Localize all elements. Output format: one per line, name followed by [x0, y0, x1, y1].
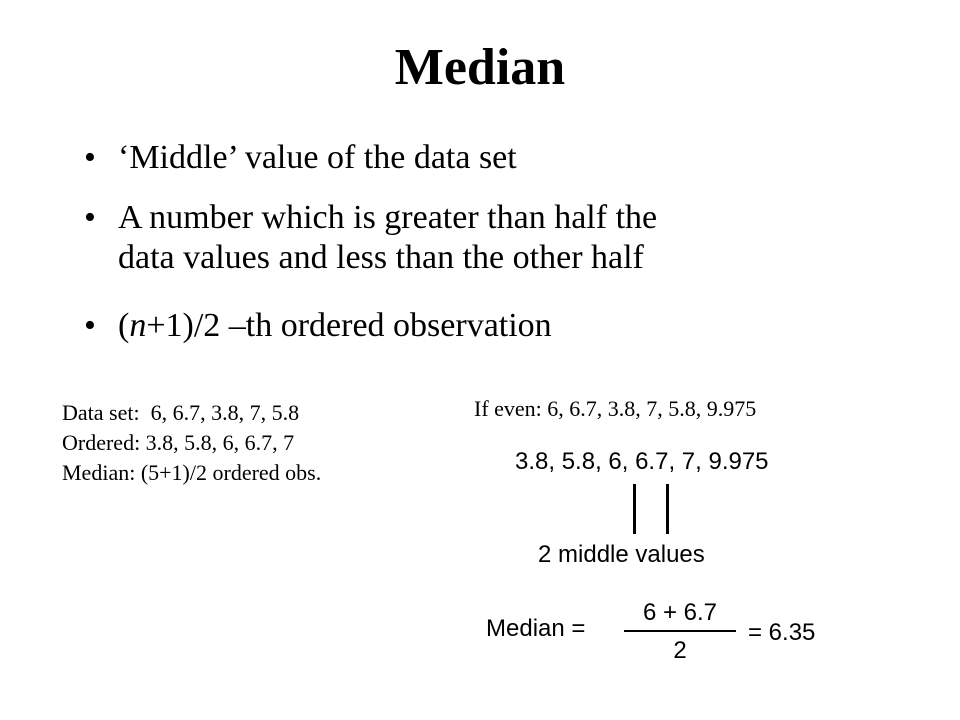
odd-example — [62, 398, 462, 488]
fraction-numerator: 6 + 6.7 — [642, 599, 718, 626]
bullet-text: +1)/2 –th ordered observation — [146, 307, 552, 344]
fraction-denominator: 2 — [673, 637, 687, 664]
variable-n: n — [129, 307, 147, 344]
ordered-line: Ordered: 3.8, 5.8, 6, 6.7, 7 — [62, 430, 295, 455]
bullet-item-ordered-observation — [84, 306, 924, 346]
bullet-dot: • — [84, 199, 96, 236]
median-formula-label: Median = — [486, 615, 586, 642]
slide-title: Median — [394, 39, 566, 96]
bullet-dot: • — [84, 139, 96, 176]
fraction-bar — [624, 630, 736, 632]
data-set-line: Data set: 6, 6.7, 3.8, 7, 5.8 — [62, 400, 300, 425]
bullet-list — [84, 138, 924, 366]
median-line: Median: (5+1)/2 ordered obs. — [62, 460, 322, 485]
middle-values-label: 2 middle values — [538, 541, 705, 568]
median-result: = 6.35 — [748, 619, 816, 646]
middle-value-marker-1 — [633, 484, 636, 534]
bullet-text-line-1: A number which is greater than half the — [118, 199, 658, 236]
bullet-dot: • — [84, 307, 96, 344]
bullet-item-greater-than-half — [84, 198, 924, 278]
median-fraction — [624, 598, 736, 666]
bullet-item-middle-value — [84, 138, 924, 178]
bullet-text: ‘Middle’ value of the data set — [118, 139, 517, 176]
even-ordered-sequence: 3.8, 5.8, 6, 6.7, 7, 9.975 — [515, 448, 769, 475]
middle-value-marker-2 — [666, 484, 669, 534]
even-example-heading: If even: 6, 6.7, 3.8, 7, 5.8, 9.975 — [474, 396, 757, 421]
paren-open: ( — [118, 307, 130, 344]
bullet-text-line-2: data values and less than the other half — [118, 239, 644, 276]
